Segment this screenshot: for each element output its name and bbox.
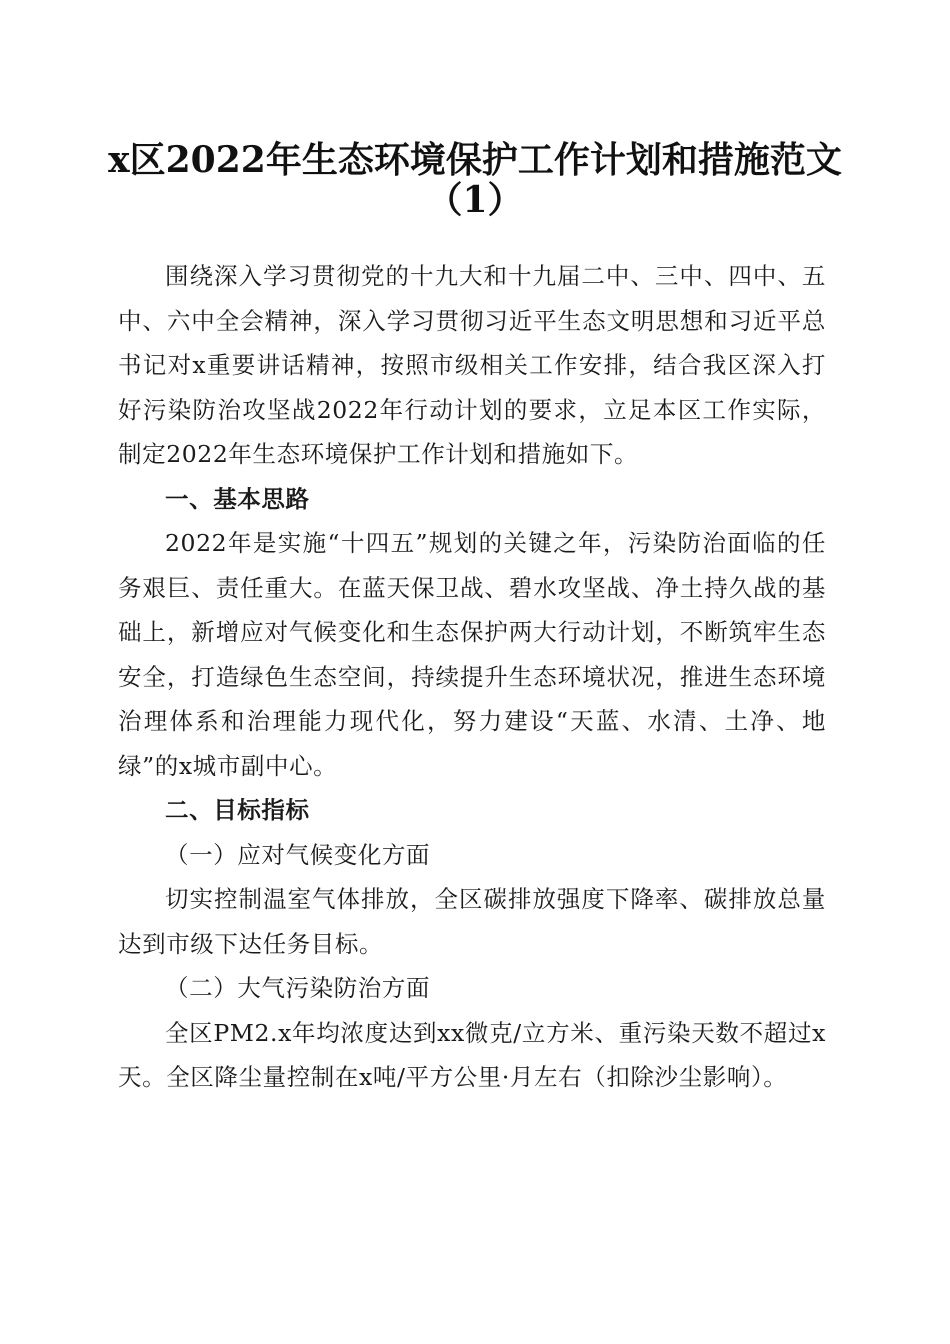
subheading-air-pollution: （二）大气污染防治方面 bbox=[165, 974, 431, 1002]
section-heading-basic-approach: 一、基本思路 bbox=[165, 484, 310, 513]
document-title: x区2022年生态环境保护工作计划和措施范文 bbox=[108, 139, 842, 181]
air-pollution-paragraph: 全区PM2.x年均浓度达到xx微克/立方米、重污染天数不超过x天。全区降尘量控制在x吨/平方公里·月左右（扣除沙尘影响）。 bbox=[118, 1018, 826, 1091]
document-title-number: （1） bbox=[426, 179, 524, 221]
intro-paragraph: 围绕深入学习贯彻党的十九大和十九届二中、三中、四中、五中、六中全会精神，深入学习贯彻习近平生态文明思想和习近平总书记对x重要讲话精神，按照市级相关工作安排，结合我区深入打好污染防治攻坚战2022年行动计划的要求，立足本区工作实际，制定2022年生态环境保护工作计划和措施如下。 bbox=[118, 262, 826, 468]
climate-change-paragraph: 切实控制温室气体排放，全区碳排放强度下降率、碳排放总量达到市级下达任务目标。 bbox=[118, 885, 826, 958]
document-body bbox=[118, 254, 826, 1100]
subheading-climate-change: （一）应对气候变化方面 bbox=[165, 840, 431, 869]
basic-approach-paragraph: 2022年是实施“十四五”规划的关键之年，污染防治面临的任务艰巨、责任重大。在蓝天保卫战、碧水攻坚战、净土持久战的基础上，新增应对气候变化和生态保护两大行动计划，不断筑牢生态安全，打造绿色生态空间，持续提升生态环境状况，推进生态环境治理体系和治理能力现代化，努力建设“天蓝、水清、土净、地绿”的x城市副中心。 bbox=[118, 529, 826, 780]
section-heading-targets: 二、目标指标 bbox=[165, 796, 310, 824]
